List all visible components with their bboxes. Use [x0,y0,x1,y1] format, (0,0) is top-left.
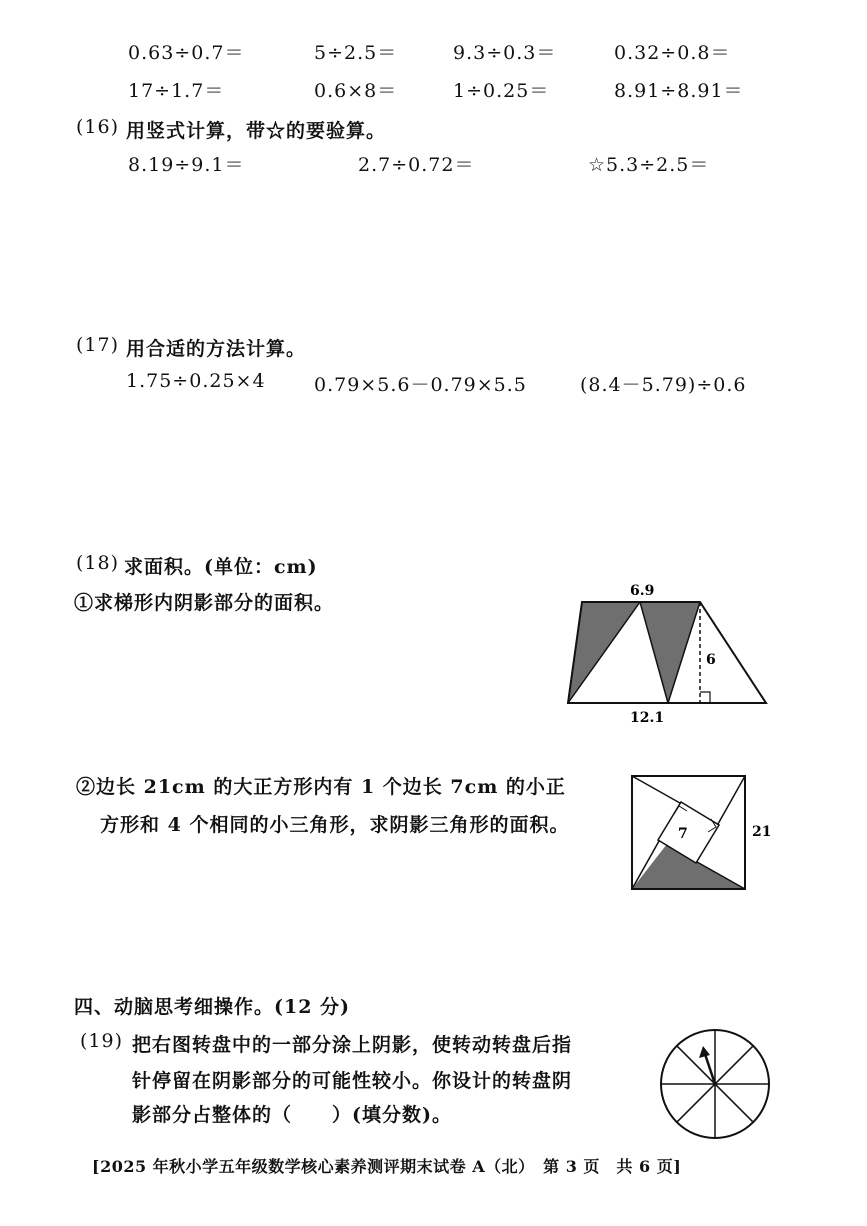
trapezoid-figure [560,578,780,728]
q19-line3: 影部分占整体的（ ）(填分数)。 [132,1104,452,1126]
q18-part1: ①求梯形内阴影部分的面积。 [74,592,335,614]
q16-item-1: 8.19÷9.1＝ [128,154,245,176]
q18-number: (18) [76,552,120,574]
label-height: 6 [706,652,716,668]
shaded-triangle-right [640,602,700,703]
section-4-title: 四、动脑思考细操作。(12 分) [74,996,351,1018]
q19-number: (19) [80,1030,124,1052]
calc-r1-4: 0.32÷0.8＝ [614,42,731,64]
q16-instruction: 用竖式计算，带☆的要验算。 [126,120,387,142]
calc-r2-1: 17÷1.7＝ [128,80,225,102]
q18-part2-line1: ②边长 21cm 的大正方形内有 1 个边长 7cm 的小正 [76,776,566,798]
q17-item-2: 0.79×5.6－0.79×5.5 [314,374,527,396]
calc-r1-3: 9.3÷0.3＝ [453,42,557,64]
q16-item-2: 2.7÷0.72＝ [358,154,475,176]
label-bottom: 12.1 [630,710,665,726]
page-footer: [2025 年秋小学五年级数学核心素养测评期末试卷 A（北） 第 3 页 共 6 页] [92,1157,682,1176]
q18-part2-line2: 方形和 4 个相同的小三角形，求阴影三角形的面积。 [100,814,570,836]
q16-number: (16) [76,116,120,138]
square-figure [622,766,782,896]
label-small-side: 7 [678,826,688,842]
label-top: 6.9 [630,583,655,599]
calc-r2-3: 1÷0.25＝ [453,80,550,102]
q17-item-1: 1.75÷0.25×4 [126,370,266,392]
q19-line1: 把右图转盘中的一部分涂上阴影，使转动转盘后指 [132,1034,573,1056]
q17-number: (17) [76,334,120,356]
calc-r1-1: 0.63÷0.7＝ [128,42,245,64]
label-big-side: 21 [752,824,772,840]
q18-instruction: 求面积。(单位：cm) [124,556,318,578]
q17-instruction: 用合适的方法计算。 [126,338,307,360]
right-angle-mark [700,692,710,703]
calc-r1-2: 5÷2.5＝ [314,42,398,64]
spinner-figure [655,1024,775,1144]
q16-item-3: ☆5.3÷2.5＝ [588,154,710,176]
calc-r2-4: 8.91÷8.91＝ [614,80,744,102]
q19-line2: 针停留在阴影部分的可能性较小。你设计的转盘阴 [132,1070,573,1092]
q17-item-3: (8.4－5.79)÷0.6 [580,374,747,396]
calc-r2-2: 0.6×8＝ [314,80,398,102]
